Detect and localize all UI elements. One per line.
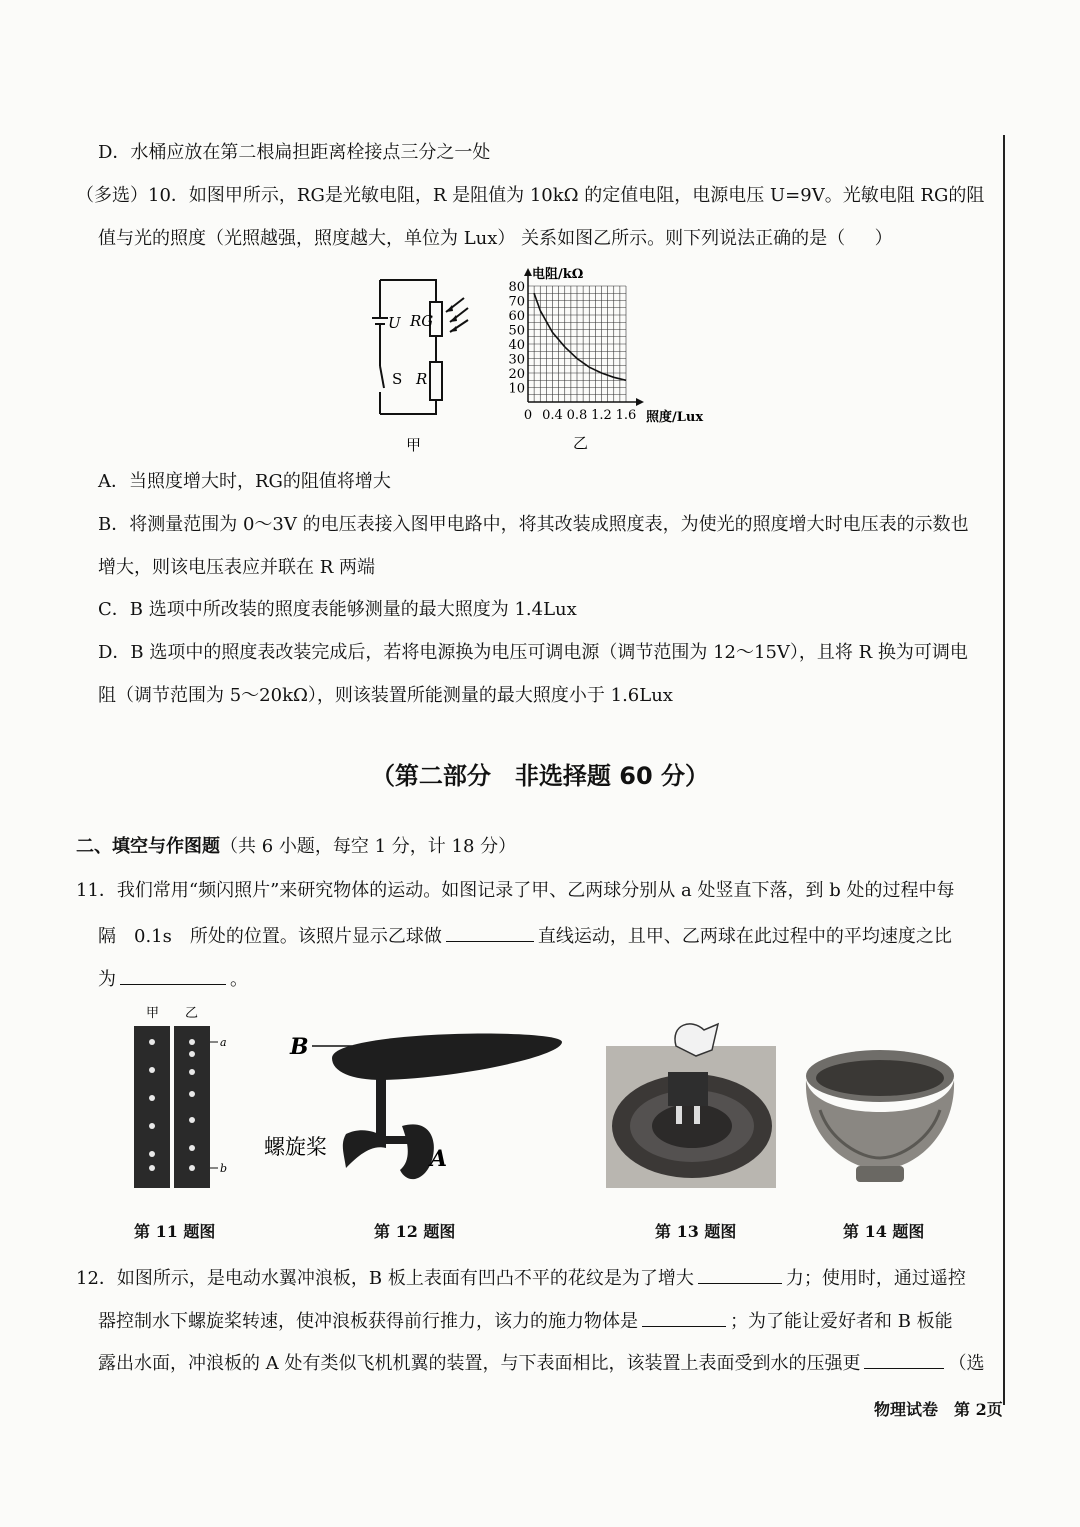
y-tick-label: 30 <box>508 352 525 368</box>
circuit-diagram <box>360 268 480 460</box>
q12-line1-b: 力；使用时，通过遥控 <box>785 1268 966 1290</box>
q10-option-c: C．B 选项中所改装的照度表能够测量的最大照度为 1.4Lux <box>98 599 577 620</box>
q10-option-a: A．当照度增大时，RG的阻值将增大 <box>98 471 391 492</box>
x-axis-arrow <box>636 398 644 406</box>
q12-line2-a: 器控制水下螺旋桨转速，使冲浪板获得前行推力，该力的施力物体是 <box>98 1311 638 1333</box>
y-tick-label: 50 <box>508 323 525 339</box>
q11-line1: 11．我们常用“频闪照片”来研究物体的运动。如图记录了甲、乙两球分别从 a 处竖直下落，到 b 处的过程中每 <box>76 880 955 901</box>
fig12-hydrofoil-board <box>262 1020 572 1200</box>
circuit-caption: 甲 <box>406 436 422 454</box>
q10-option-b-line2: 增大，则该电压表应并联在 R 两端 <box>98 557 375 578</box>
section-heading <box>76 838 516 856</box>
fig11-strobe-photo <box>128 1002 238 1192</box>
fig11-label-jia: 甲 <box>146 1006 160 1021</box>
q11-blank-ratio[interactable] <box>120 968 226 985</box>
fig11-label-yi: 乙 <box>185 1006 199 1021</box>
y-tick-label: 20 <box>508 367 525 382</box>
circuit-rg-label: RG <box>410 312 434 330</box>
q11-line3-a: 为 <box>98 969 116 991</box>
y-tick-label: 40 <box>508 338 525 353</box>
x-tick-label: 0.8 <box>566 408 588 423</box>
q11-line2-b: 直线运动，且甲、乙两球在此过程中的平均速度之比 <box>537 926 952 948</box>
x-axis-label: 照度/Lux <box>646 410 704 425</box>
q11-line2-a: 隔 0.1s 所处的位置。该照片显示乙球做 <box>98 926 442 948</box>
section-title: （第二部分 非选择题 60 分） <box>370 762 710 790</box>
q10-option-b-line1: B．将测量范围为 0～3V 的电压表接入图甲电路中，将其改装成照度表，为使光的照度增大时电压表的示数也 <box>98 514 969 535</box>
fig12-label-a: A <box>430 1146 448 1172</box>
page-footer <box>874 1397 1003 1420</box>
fig13-caption: 第 13 题图 <box>655 1222 737 1241</box>
y-axis-arrow <box>524 268 532 276</box>
q12-blank-force[interactable] <box>698 1267 782 1284</box>
footer-subject: 物理试卷 <box>874 1400 939 1419</box>
section-heading-note: （共 6 小题，每空 1 分，计 18 分） <box>220 836 517 857</box>
x-tick-label: 1.6 <box>615 408 637 423</box>
q12-blank-pressure[interactable] <box>864 1352 944 1369</box>
resistance-illuminance-chart <box>490 258 720 458</box>
fig13-photo <box>606 1016 776 1188</box>
fig14-caption: 第 14 题图 <box>843 1222 925 1241</box>
q12-line3-b: （选 <box>948 1353 985 1375</box>
q10-option-d-line1: D．B 选项中的照度表改装完成后，若将电源换为电压可调电源（调节范围为 12～15V），且将 R 换为可调电 <box>98 642 968 663</box>
fig11-caption: 第 11 题图 <box>134 1222 216 1241</box>
q11-line3-b: 。 <box>230 969 248 991</box>
q10-stem-line2: 值与光的照度（光照越强，照度越大，单位为 Lux） 关系如图乙所示。则下列说法正确的是（ ） <box>98 228 893 249</box>
x-tick-label: 0.4 <box>542 408 563 423</box>
q12-blank-agent[interactable] <box>642 1310 726 1327</box>
circuit-u-label: U <box>388 314 401 332</box>
circuit-r-label: R <box>416 370 428 388</box>
x-tick-label: 0 <box>523 408 533 423</box>
q9-option-d: D．水桶应放在第二根扁担距离栓接点三分之一处 <box>98 142 491 163</box>
y-tick-label: 70 <box>508 294 525 310</box>
chart-caption: 乙 <box>573 434 589 452</box>
fig12-caption: 第 12 题图 <box>374 1222 456 1241</box>
q12-line2 <box>98 1310 953 1331</box>
q12-line3-a: 露出水面，冲浪板的 A 处有类似飞机机翼的装置，与下表面相比，该装置上表面受到水的压强更 <box>98 1353 861 1375</box>
q10-option-d-line2: 阻（调节范围为 5～20kΩ），则该装置所能测量的最大照度小于 1.6Lux <box>98 685 673 706</box>
circuit-s-label: S <box>392 370 403 388</box>
y-tick-label: 60 <box>508 309 525 324</box>
q12-line3 <box>98 1352 984 1373</box>
fig12-label-b: B <box>290 1034 309 1060</box>
fig12-label-propeller: 螺旋桨 <box>264 1135 327 1159</box>
y-tick-label: 10 <box>508 381 525 397</box>
footer-page: 第 2页 <box>954 1400 1003 1419</box>
fig11-label-a: a <box>220 1036 227 1049</box>
q11-blank-motion[interactable] <box>446 925 534 942</box>
q12-line2-b: ；为了能让爱好者和 B 板能 <box>730 1311 953 1333</box>
section-heading-title: 二、填空与作图题 <box>76 836 220 857</box>
q11-line3 <box>98 968 248 989</box>
y-axis-label: 电阻/kΩ <box>532 267 584 282</box>
y-tick-label: 80 <box>508 280 525 295</box>
q11-line2 <box>98 925 952 946</box>
x-tick-label: 1.2 <box>591 408 612 423</box>
fig14-bowl <box>800 1040 960 1190</box>
q12-line1-a: 12．如图所示，是电动水翼冲浪板，B 板上表面有凹凸不平的花纹是为了增大 <box>76 1268 694 1290</box>
q10-stem-line1: （多选）10．如图甲所示，RG是光敏电阻，R 是阻值为 10kΩ 的定值电阻，电源电压 U=9V。光敏电阻 RG的阻 <box>76 185 985 206</box>
q12-line1 <box>76 1267 966 1288</box>
fig11-label-b: b <box>220 1162 228 1175</box>
